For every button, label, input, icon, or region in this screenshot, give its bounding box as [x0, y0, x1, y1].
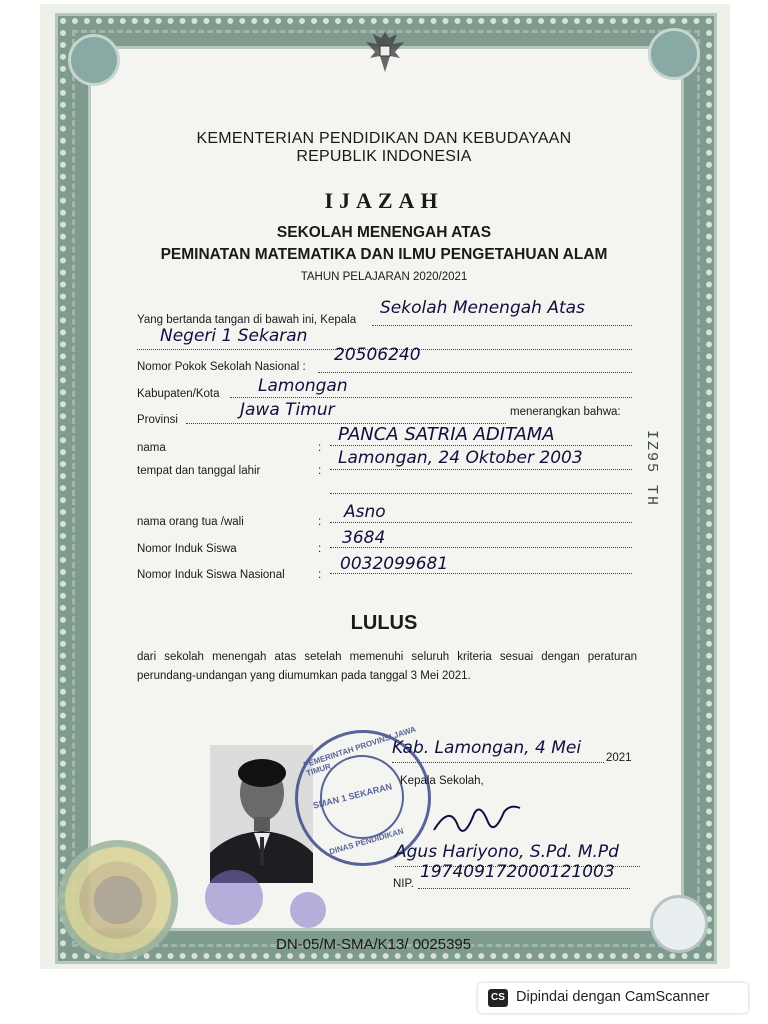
dotted-line — [330, 445, 632, 446]
dotted-line — [318, 372, 632, 373]
hologram-seal — [58, 840, 178, 960]
thumbprint — [205, 870, 263, 925]
parent-label: nama orang tua /wali — [137, 516, 244, 528]
stamp-outer-top: PEMERINTAH PROVINSI JAWA TIMUR — [302, 724, 417, 779]
dotted-line — [392, 762, 604, 763]
camscanner-logo-icon: CS — [488, 989, 508, 1007]
garuda-emblem-icon — [362, 28, 408, 78]
colon: : — [318, 516, 322, 528]
scanner-watermark — [478, 983, 748, 1013]
dotted-line — [372, 325, 632, 326]
dotted-line — [330, 493, 632, 494]
thumbprint — [290, 892, 326, 928]
scanner-text: Dipindai dengan CamScanner — [516, 989, 710, 1005]
school-name-part2: Negeri 1 Sekaran — [160, 326, 308, 346]
dotted-line — [330, 469, 632, 470]
regency-value: Lamongan — [258, 376, 348, 396]
school-name-part1: Sekolah Menengah Atas — [380, 298, 585, 318]
nis-label: Nomor Induk Siswa — [137, 543, 237, 555]
corner-ornament-top-right — [648, 28, 700, 80]
ministry-line-2: REPUBLIK INDONESIA — [296, 148, 472, 165]
side-serial-number: IZ95 TH — [643, 430, 660, 508]
dotted-line — [418, 888, 630, 889]
signature-scribble-icon — [430, 796, 530, 842]
province-label: Provinsi — [137, 414, 178, 426]
ministry-line-1: KEMENTERIAN PENDIDIKAN DAN KEBUDAYAAN — [196, 130, 572, 147]
academic-year: TAHUN PELAJARAN 2020/2021 — [300, 271, 468, 283]
nis-value: 3684 — [342, 528, 386, 548]
serial-number: DN-05/M-SMA/K13/ 0025395 — [276, 936, 472, 953]
colon: : — [318, 465, 322, 477]
signature-year: 2021 — [606, 752, 632, 764]
parent-value: Asno — [344, 502, 386, 522]
specialization-heading: PEMINATAN MATEMATIKA DAN ILMU PENGETAHUAN ALAM — [160, 246, 608, 263]
corner-ornament-top-left — [68, 34, 120, 86]
colon: : — [318, 569, 322, 581]
student-name: PANCA SATRIA ADITAMA — [338, 424, 555, 445]
signer-name: Agus Hariyono, S.Pd. M.Pd — [395, 842, 619, 862]
npsn-value: 20506240 — [334, 345, 421, 365]
nip-value: 197409172000121003 — [420, 862, 615, 882]
nisn-label: Nomor Induk Siswa Nasional — [137, 569, 285, 581]
result-heading: LULUS — [350, 612, 418, 634]
document-title: IJAZAH — [324, 188, 444, 213]
province-value: Jawa Timur — [240, 400, 335, 420]
dotted-line — [230, 397, 632, 398]
place-date: Kab. Lamongan, 4 Mei — [392, 738, 582, 758]
regency-label: Kabupaten/Kota — [137, 388, 220, 400]
birth-value: Lamongan, 24 Oktober 2003 — [338, 448, 583, 468]
name-label: nama — [137, 442, 166, 454]
stamp-center: SMAN 1 SEKARAN — [311, 781, 394, 811]
signer-role: Kepala Sekolah, — [400, 775, 484, 787]
npsn-label: Nomor Pokok Sekolah Nasional : — [137, 361, 306, 373]
dotted-line — [330, 522, 632, 523]
school-type-heading: SEKOLAH MENENGAH ATAS — [276, 224, 492, 241]
colon: : — [318, 543, 322, 555]
declares-text: menerangkan bahwa: — [510, 406, 621, 418]
stamp-outer-bottom: DINAS PENDIDIKAN — [328, 826, 405, 857]
colon: : — [318, 442, 322, 454]
nip-label: NIP. — [393, 878, 414, 890]
intro-label: Yang bertanda tangan di bawah ini, Kepala — [137, 314, 357, 326]
birth-label: tempat dan tanggal lahir — [137, 465, 261, 477]
nisn-value: 0032099681 — [340, 554, 449, 574]
statement-paragraph: dari sekolah menengah atas setelah memenuhi seluruh kriteria sesuai dengan peraturan perundang-undangan yang diumumkan pada tanggal 3 Mei 2021. — [137, 651, 637, 682]
corner-seal — [650, 895, 708, 953]
